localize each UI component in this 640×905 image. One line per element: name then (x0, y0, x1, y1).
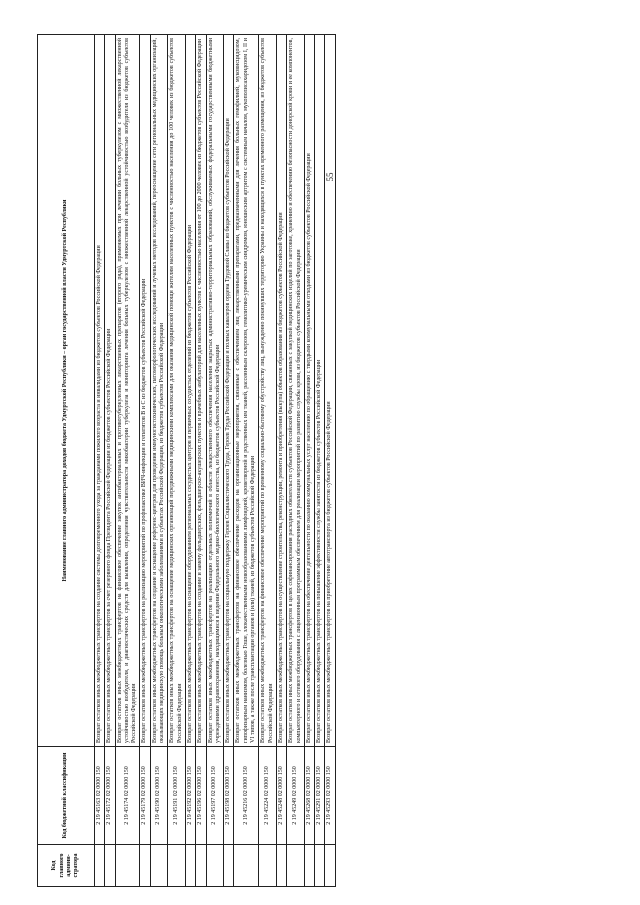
page-number: 55 (325, 172, 335, 182)
table-row (115, 35, 140, 887)
header-name: Наименование главного администратора доходов бюджета Удмуртской Республики – орган государственной власти Удмуртской Республики (38, 35, 95, 747)
table-body (95, 35, 336, 887)
admin-code-cell (224, 845, 234, 887)
revenue-name-cell: Возврат остатков иных межбюджетных трансфертов на приобретение автотранспорта из бюджетов субъектов Российской Федерации (325, 35, 335, 747)
budget-code-cell: 2 19 45174 02 0000 150 (115, 747, 140, 845)
budget-code-cell: 2 19 45191 02 0000 150 (168, 747, 186, 845)
budget-code-cell: 2 19 45268 02 0000 150 (304, 747, 314, 845)
table-row (287, 35, 305, 887)
admin-code-cell (95, 845, 105, 887)
table-row (304, 35, 314, 887)
budget-code-cell: 2 19 45291 02 0000 150 (315, 747, 325, 845)
budget-code-cell: 2 19 45197 02 0000 150 (206, 747, 224, 845)
rotated-table-frame (37, 34, 610, 887)
admin-code-cell (315, 845, 325, 887)
revenue-name-cell: Возврат остатков иных межбюджетных трансфертов на создание и замену фельдшерских, фельдшерско-акушерских пунктов и врачебных амбулаторий для населенных пунктов с численностью населения от 100 до 2000 человек из бюджетов субъектов Российской Федерации (196, 35, 206, 747)
table-row (206, 35, 224, 887)
revenue-name-cell: Возврат остатков иных межбюджетных трансфертов на создание системы долговременного ухода за гражданами пожилого возраста и инвалидами из бюджетов субъектов Российской Федерации (95, 35, 105, 747)
admin-code-cell (276, 845, 286, 887)
budget-code-cell: 2 19 45179 02 0000 150 (140, 747, 150, 845)
budget-codes-table (37, 34, 336, 887)
budget-code-cell: 2 19 45192 02 0000 150 (185, 747, 195, 845)
budget-table-container (37, 34, 610, 887)
admin-code-cell (115, 845, 140, 887)
admin-code-cell (287, 845, 305, 887)
table-row (224, 35, 234, 887)
admin-code-cell (185, 845, 195, 887)
budget-code-cell: 2 19 45198 02 0000 150 (224, 747, 234, 845)
admin-code-cell (259, 845, 277, 887)
admin-code-cell (150, 845, 168, 887)
revenue-name-cell: Возврат остатков иных межбюджетных трансфертов на финансовое обеспечение мероприятий по временному социально-бытовому обустройству лиц, вынужденно покинувших территорию Украины и находящихся в пунктах временного размещения, из бюджетов субъектов Российской Федерации (259, 35, 277, 747)
revenue-name-cell: Возврат остатков иных межбюджетных трансфертов за счет резервного фонда Президента Российской Федерации из бюджетов субъектов Российской Федерации (105, 35, 115, 747)
budget-code-cell: 2 19 45190 02 0000 150 (150, 747, 168, 845)
budget-code-cell: 2 19 45172 02 0000 150 (105, 747, 115, 845)
budget-code-cell: 2 19 45216 02 0000 150 (234, 747, 259, 845)
admin-code-cell (234, 845, 259, 887)
table-row (315, 35, 325, 887)
revenue-name-cell: Возврат остатков иных межбюджетных трансфертов на социальную поддержку Героев Социалистического Труда, Героев Труда Российской Федерации и полных кавалеров ордена Трудовой Славы из бюджетов субъектов Российской Федерации (224, 35, 234, 747)
revenue-name-cell: Возврат остатков иных межбюджетных трансфертов в целях софинансирования расходных обязательств субъектов Российской Федерации, связанных с закупкой медицинских изделий по заготовке, хранению и обеспечению безопасности донорской крови и ее компонентов, компьютерного и сетевого оборудования с лицензионным программным обеспечением для реализации мероприятий по развитию службы крови, из бюджетов субъектов Российской Федерации (287, 35, 305, 747)
table-row (325, 35, 335, 887)
budget-code-cell: 2 19 45248 02 0000 150 (276, 747, 286, 845)
header-budget-code: Код бюджетной классификации (38, 747, 95, 845)
revenue-name-cell: Возврат остатков иных межбюджетных трансфертов на осуществление строительства, реконструкции, ремонта и приобретения (выкупа) объектов образования из бюджетов субъектов Российской Федерации (276, 35, 286, 747)
budget-code-cell: 2 19 45163 02 0000 150 (95, 747, 105, 845)
table-row (276, 35, 286, 887)
budget-code-cell: 2 19 45249 02 0000 150 (287, 747, 305, 845)
budget-code-cell: 2 19 45224 02 0000 150 (259, 747, 277, 845)
table-row (140, 35, 150, 887)
revenue-name-cell: Возврат остатков иных межбюджетных трансфертов на финансовое обеспечение закупок антибактериальных и противотуберкулезных лекарственных препаратов (второго ряда), применяемых при лечении больных туберкулезом с множественной лекарственной устойчивостью возбудителя, и диагностических средств для выявления, определения чувствительности микобактерии туберкулеза и мониторинга лечения больных туберкулезом с множественной лекарственной устойчивостью возбудителя из бюджетов субъектов Российской Федерации (115, 35, 140, 747)
table-header-row (38, 35, 95, 887)
revenue-name-cell: Возврат остатков иных межбюджетных трансфертов на обеспечение деятельности по оказанию коммунальных услуг населению по обращению с твердыми коммунальными отходами из бюджетов субъектов Российской Федерации (304, 35, 314, 747)
revenue-name-cell: Возврат остатков иных межбюджетных трансфертов на оснащение медицинских организаций передвижными медицинскими комплексами для оказания медицинской помощи жителям населенных пунктов с численностью населения до 100 человек из бюджетов субъектов Российской Федерации (168, 35, 186, 747)
table-row (196, 35, 206, 887)
budget-code-cell: 2 19 45293 02 0000 150 (325, 747, 335, 845)
table-row (168, 35, 186, 887)
table-row (234, 35, 259, 887)
table-row (150, 35, 168, 887)
revenue-name-cell: Возврат остатков иных межбюджетных трансфертов на повышение эффективности службы занятости из бюджетов субъектов Российской Федерации (315, 35, 325, 747)
revenue-name-cell: Возврат остатков иных межбюджетных трансфертов на создание и оснащение референс-центров для проведения иммуногистохимических, патоморфологических исследований и лучевых методов исследований, переоснащение сети региональных медицинских организаций, оказывающих медицинскую помощь больным онкологическими заболеваниями в субъектах Российской Федерации, из бюджетов субъектов Российской Федерации (150, 35, 168, 747)
admin-code-cell (168, 845, 186, 887)
admin-code-cell (196, 845, 206, 887)
admin-code-cell (304, 845, 314, 887)
revenue-name-cell: Возврат остатков иных межбюджетных трансфертов на финансовое обеспечение расходов на организационные мероприятия, связанные с обеспечением лиц лекарственными препаратами, предназначенными для лечения больных гемофилией, муковисцидозом, гипофизарным нанизмом, болезнью Гоше, злокачественными новообразованиями лимфоидной, кроветворной и родственных им тканей, рассеянным склерозом, гемолитико-уремическим синдромом, юношеским артритом с системным началом, мукополисахаридозом I, II и VI типов, а также после трансплантации органов и (или) тканей, из бюджетов субъектов Российской Федерации (234, 35, 259, 747)
revenue-name-cell: Возврат остатков иных межбюджетных трансфертов на оснащение оборудованием региональных сосудистых центров и первичных сосудистых отделений из бюджетов субъектов Российской Федерации (185, 35, 195, 747)
admin-code-cell (325, 845, 335, 887)
table-row (259, 35, 277, 887)
revenue-name-cell: Возврат остатков иных межбюджетных трансфертов на реализацию мероприятий по профилактике ВИЧ-инфекции и гепатитов В и С из бюджетов субъектов Российской Федерации (140, 35, 150, 747)
table-row (185, 35, 195, 887)
admin-code-cell (140, 845, 150, 887)
table-row (105, 35, 115, 887)
admin-code-cell (206, 845, 224, 887)
header-admin-code: Код главного админи-стратора (38, 845, 95, 887)
admin-code-cell (105, 845, 115, 887)
revenue-name-cell: Возврат остатков иных межбюджетных трансфертов на реализацию отдельных полномочий в области лекарственного обеспечения населения закрытых административно-территориальных образований, обслуживаемых федеральными государственными бюджетными учреждениями здравоохранения, находящимися в ведении Федерального медико-биологического агентства, из бюджетов субъектов Российской Федерации (206, 35, 224, 747)
table-row (95, 35, 105, 887)
budget-code-cell: 2 19 45196 02 0000 150 (196, 747, 206, 845)
